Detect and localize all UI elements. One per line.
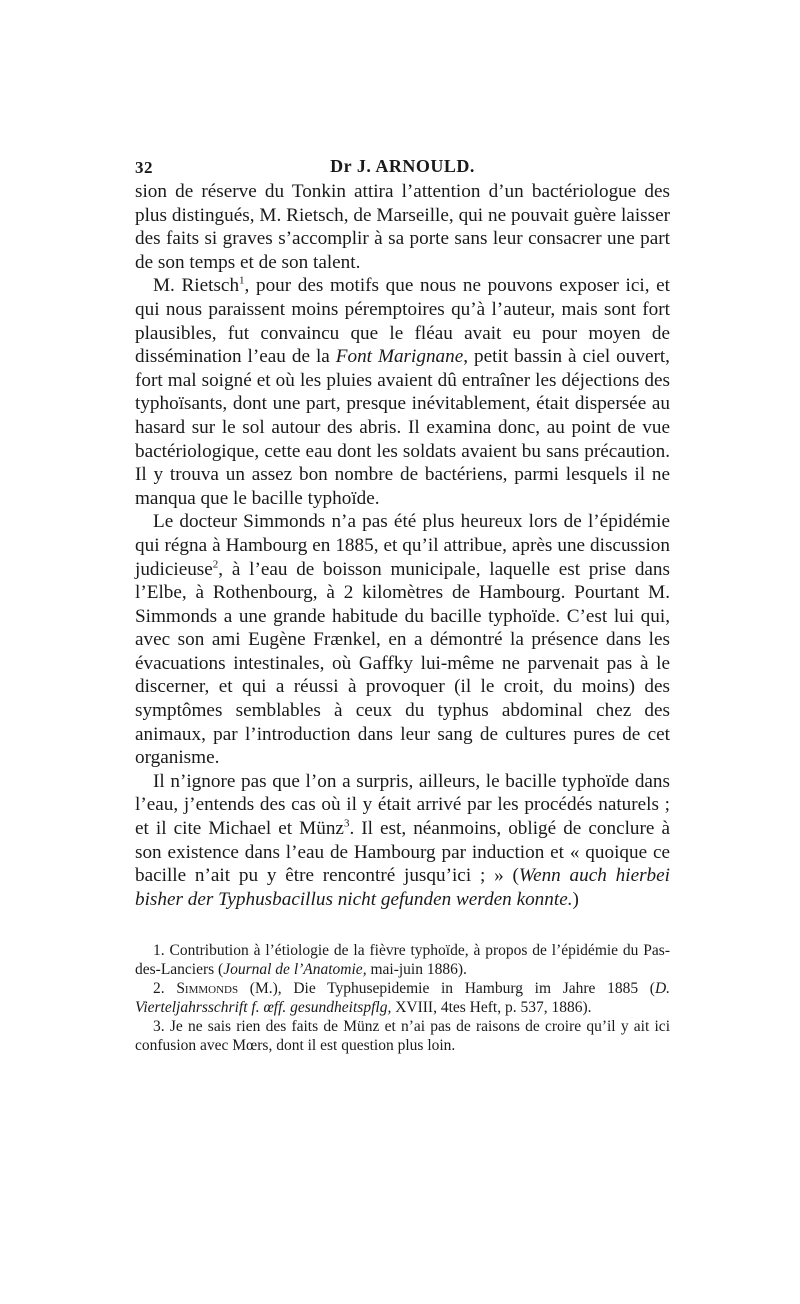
footnotes bbox=[135, 941, 670, 1055]
body-text bbox=[135, 180, 670, 911]
paragraph: Le docteur Simmonds n’a pas été plus heureux lors de l’épidémie qui régna à Hambourg en 1885, et qu’il attribue, après une discussion judicieuse$^2$, à l’eau de boisson municipale, laquelle est prise dans l’Elbe, à Rothenbourg, à 2 kilomètres de Hambourg. Pourtant M. Simmonds a une grande habitude du bacille typhoïde. C’est lui qui, avec son ami Eugène Frænkel, en a démontré la présence dans les évacuations intestinales, où Gaffky lui-même ne parvenait pas à le discerner, et qui a réussi à provoquer (il le croit, du moins) des symptômes semblables à ceux du typhus abdominal chez des animaux, par l’introduction dans leur sang de cultures pures de cet organisme. bbox=[135, 511, 670, 769]
footnote: 3. Je ne sais rien des faits de Münz et n’ai pas de raisons de croire qu’il y ait ici confusion avec Mœrs, dont il est question plus loin. bbox=[135, 1018, 670, 1055]
paragraph: sion de réserve du Tonkin attira l’attention d’un bactériologue des plus distingués, M. Rietsch, de Marseille, qui ne pouvait guère laisser des faits si graves s’accomplir à sa porte sans leur consacrer une part de son temps et de son talent. bbox=[135, 181, 670, 273]
footnote-ref: 3 bbox=[343, 817, 350, 830]
book-page bbox=[135, 150, 670, 1055]
page-header bbox=[135, 150, 670, 180]
paragraph: M. Rietsch$^1$, pour des motifs que nous ne pouvons exposer ici, et qui nous paraissent moins péremptoires qu’à l’auteur, mais sont fort plausibles, fut convaincu que le fléau avait eu pour moyen de dissémination l’eau de la Font Marignane, petit bassin à ciel ouvert, fort mal soigné et où les pluies avaient dû entraîner les déjections des typhoïsants, dont une part, presque inévitablement, était dispersée au hasard sur le sol autour des abris. Il examina donc, au point de vue bactériologique, cette eau dont les soldats avaient bu sans précaution. Il y trouva un assez bon nombre de bactériens, parmi lesquels il ne manqua que le bacille typhoïde. bbox=[135, 274, 670, 509]
footnote: 1. Contribution à l’étiologie de la fièvre typhoïde, à propos de l’épidémie du Pas-des-Lanciers (Journal de l’Anatomie, mai-juin 1886). bbox=[135, 942, 670, 979]
running-head: Dr J. ARNOULD. bbox=[330, 156, 475, 176]
footnote-ref: 1 bbox=[239, 274, 245, 287]
footnote-ref: 2 bbox=[212, 558, 219, 571]
italic-place-name: Font Marignane bbox=[335, 346, 464, 368]
italic-quote: Wenn auch hierbei bisher der Typhusbacillus nicht gefunden werden konnte. bbox=[135, 865, 670, 910]
page-number: 32 bbox=[135, 158, 153, 177]
paragraph: Il n’ignore pas que l’on a surpris, ailleurs, le bacille typhoïde dans l’eau, j’entends des cas où il y était arrivé par les procédés naturels ; et il cite Michael et Münz$^3$. Il est, néanmoins, obligé de conclure à son existence dans l’eau de Hambourg par induction et « quoique ce bacille n’ait pu y être rencontré jusqu’ici ; » (Wenn auch hierbei bisher der Typhusbacillus nicht gefunden werden konnte.) bbox=[135, 770, 670, 910]
footnote: 2. Simmonds (M.), Die Typhusepidemie in Hamburg im Jahre 1885 (D. Vierteljahrsschrift f. œff. gesundheitspflg, XVIII, 4tes Heft, p. 537, 1886). bbox=[135, 980, 671, 1017]
